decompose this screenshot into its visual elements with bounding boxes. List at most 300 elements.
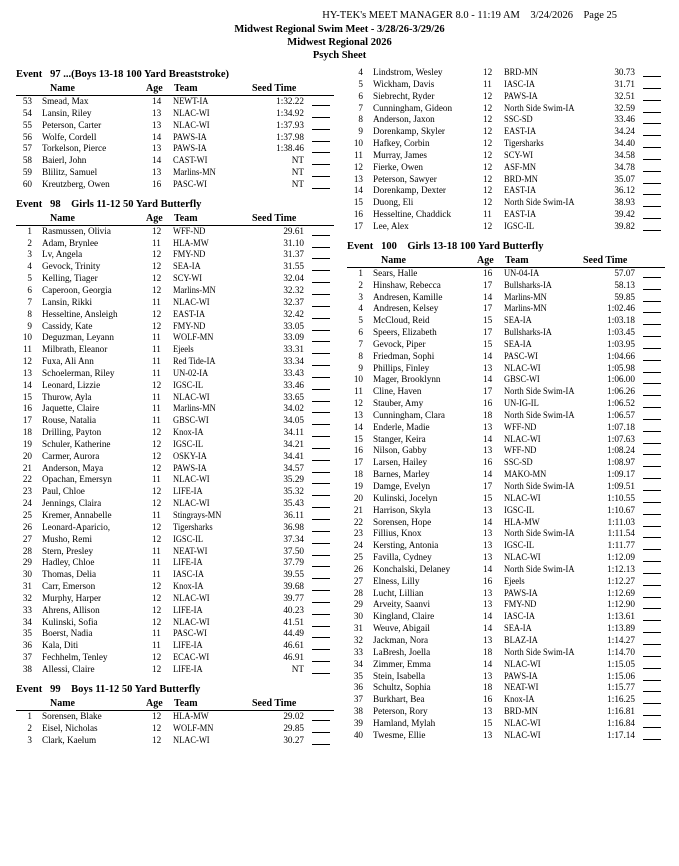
swimmer-name: Peterson, Sawyer [373, 173, 437, 184]
seed-time: 1:10.55 [607, 492, 635, 503]
place: 21 [22, 462, 32, 473]
header-age: Age [146, 83, 163, 94]
table-row [347, 457, 665, 469]
age: 11 [152, 569, 161, 580]
team: NLAC-WI [173, 107, 210, 118]
swimmer-name: Adam, Brynlee [42, 237, 99, 248]
swimmer-name: Deguzman, Leyann [42, 332, 114, 343]
age: 12 [152, 581, 162, 592]
team: WFF-ND [173, 225, 206, 236]
place: 19 [353, 481, 363, 491]
swimmer-name: Leonard-Aparicio, [42, 521, 111, 532]
seed-time: NT [291, 167, 304, 178]
seed-time: 46.91 [283, 652, 304, 663]
table-row [347, 162, 665, 174]
time-entry-line [312, 117, 330, 118]
team: WOLF-MN [173, 332, 214, 343]
table-row [16, 498, 334, 510]
seed-time: 1:12.09 [607, 552, 635, 563]
time-entry-line [643, 431, 661, 432]
time-entry-line [643, 715, 661, 716]
age: 13 [483, 421, 493, 432]
place: 19 [22, 438, 32, 449]
team: LIFE-IA [173, 486, 203, 497]
swimmer-name: Ahrens, Allison [42, 604, 100, 615]
place: 17 [353, 220, 363, 231]
seed-time: 33.34 [283, 356, 304, 367]
age: 14 [483, 658, 493, 669]
team: IGSC-IL [173, 379, 204, 390]
place: 20 [22, 450, 32, 461]
seed-time: 35.29 [283, 474, 304, 485]
swimmer-name: Sears, Halle [373, 267, 418, 278]
team: Knox-IA [173, 581, 204, 592]
time-entry-line [643, 112, 661, 113]
table-row [16, 735, 334, 747]
swimmer-name: Friedman, Sophi [373, 350, 435, 361]
place: 11 [354, 386, 363, 397]
swimmer-name: Zimmer, Emma [373, 658, 431, 669]
swimmer-name: Stanger, Keira [373, 433, 426, 444]
age: 17 [483, 481, 493, 491]
age: 12 [152, 533, 162, 544]
team: Marlins-MN [173, 403, 216, 414]
time-entry-line [312, 176, 330, 177]
place: 6 [27, 284, 32, 295]
place: 32 [353, 634, 363, 645]
team: Marlins-MN [173, 284, 216, 295]
seed-time: 34.11 [283, 427, 304, 438]
seed-time: 32.37 [283, 296, 304, 307]
time-entry-line [643, 703, 661, 704]
age: 12 [152, 462, 162, 473]
swimmer-name: Lansin, Rikki [42, 296, 93, 307]
place: 13 [22, 367, 32, 378]
column-header [347, 255, 665, 268]
age: 12 [152, 663, 162, 674]
swimmer-name: Damge, Evelyn [373, 481, 431, 491]
team: SEA-IA [504, 338, 532, 349]
team: UN-04-IA [504, 267, 540, 278]
time-entry-line [643, 727, 661, 728]
swimmer-name: Clark, Kaelum [42, 734, 97, 745]
table-row [347, 517, 665, 529]
event-block [347, 67, 665, 233]
team: BRD-MN [504, 67, 538, 77]
table-row [347, 292, 665, 304]
age: 14 [483, 516, 493, 527]
time-entry-line [312, 649, 330, 650]
table-row [16, 356, 334, 368]
place: 2 [27, 237, 32, 248]
time-entry-line [643, 383, 661, 384]
seed-time: 1:06.00 [607, 374, 635, 385]
place: 5 [27, 273, 32, 284]
table-row [16, 711, 334, 723]
team: North Side Swim-IA [504, 409, 575, 420]
header-age: Age [146, 697, 163, 709]
table-row [347, 126, 665, 138]
table-row [16, 652, 334, 664]
swimmer-name: Schultz, Sophia [373, 682, 431, 693]
seed-time: 32.51 [614, 90, 635, 101]
age: 12 [483, 67, 493, 77]
swimmer-name: Siebrecht, Ryder [373, 90, 435, 101]
age: 17 [483, 327, 493, 338]
swimmer-name: Larsen, Hailey [373, 457, 428, 468]
swimmer-name: Kersting, Antonia [373, 540, 439, 551]
age: 13 [483, 587, 493, 598]
table-row [16, 167, 334, 179]
age: 13 [152, 119, 162, 130]
place: 16 [22, 403, 32, 414]
swimmer-name: Hamland, Mylah [373, 717, 436, 728]
seed-time: 32.59 [614, 102, 635, 113]
team: Ejeels [173, 344, 194, 355]
swimmer-name: Lucht, Lillian [373, 587, 424, 598]
place: 16 [353, 209, 363, 220]
seed-time: 1:37.98 [276, 131, 304, 142]
table-row [347, 174, 665, 186]
table-row [16, 309, 334, 321]
seed-time: 1:37.93 [276, 119, 304, 130]
time-entry-line [312, 555, 330, 556]
team: Marlins-MN [504, 303, 547, 314]
swimmer-name: Twesme, Ellie [373, 729, 426, 740]
seed-time: 33.43 [283, 367, 304, 378]
seed-time: 34.05 [283, 415, 304, 426]
column-header [16, 83, 334, 96]
time-entry-line [643, 324, 661, 325]
time-entry-line [643, 561, 661, 562]
time-entry-line [643, 668, 661, 669]
swimmer-name: Lansin, Riley [42, 107, 92, 118]
table-row [16, 486, 334, 498]
team: North Side Swim-IA [504, 563, 575, 574]
place: 17 [353, 457, 363, 468]
team: NLAC-WI [504, 362, 541, 373]
place: 14 [22, 379, 32, 390]
time-entry-line [643, 739, 661, 740]
swimmer-name: Cline, Haven [373, 386, 422, 397]
time-entry-line [312, 129, 330, 130]
header-age: Age [477, 254, 494, 266]
team: LIFE-IA [173, 557, 203, 568]
seed-time: 30.27 [283, 734, 304, 745]
seed-time: 1:12.13 [607, 563, 635, 574]
team: North Side Swim-IA [504, 481, 575, 491]
table-row [347, 599, 665, 611]
place: 4 [358, 303, 363, 314]
team: PASC-WI [173, 178, 207, 189]
header-name: Name [50, 697, 75, 709]
swimmer-name: Speers, Elizabeth [373, 327, 437, 338]
swimmer-name: Kingland, Claire [373, 611, 435, 622]
place: 3 [27, 734, 32, 745]
table-row [347, 150, 665, 162]
swimmer-name: Kulinski, Jocelyn [373, 492, 438, 503]
event-title: Event 99 Boys 11-12 50 Yard Butterfly [16, 683, 201, 695]
table-row [16, 392, 334, 404]
time-entry-line [643, 526, 661, 527]
table-row [347, 730, 665, 742]
swimmer-name: Hadley, Chloe [42, 557, 95, 568]
team: WOLF-MN [173, 722, 214, 733]
age: 12 [152, 521, 162, 532]
swimmer-name: Caperoon, Georgia [42, 284, 112, 295]
age: 17 [483, 386, 493, 397]
place: 59 [22, 167, 32, 178]
place: 3 [27, 249, 32, 260]
place: 40 [353, 729, 363, 740]
team: NLAC-WI [173, 119, 210, 130]
time-entry-line [312, 353, 330, 354]
swimmer-name: Allessi, Claire [42, 663, 95, 674]
seed-time: NT [291, 178, 304, 189]
event-title: Event 97 ...(Boys 13-18 100 Yard Breaststroke) [16, 69, 230, 80]
table-row [16, 415, 334, 427]
team: SSC-SD [504, 457, 533, 468]
time-entry-line [312, 235, 330, 236]
table-row [16, 569, 334, 581]
age: 11 [483, 209, 492, 220]
age: 16 [483, 398, 493, 409]
column-header [16, 213, 334, 226]
table-row [347, 635, 665, 647]
team: MAKO-MN [504, 469, 547, 480]
place: 28 [22, 545, 32, 556]
place: 3 [358, 291, 363, 302]
time-entry-line [643, 691, 661, 692]
seed-time: NT [291, 155, 304, 166]
team: WFF-ND [504, 421, 537, 432]
place: 2 [27, 722, 32, 733]
seed-time: 46.61 [283, 640, 304, 651]
age: 13 [483, 540, 493, 551]
place: 1 [27, 225, 32, 236]
team: NLAC-WI [504, 717, 541, 728]
time-entry-line [643, 395, 661, 396]
swimmer-name: Thurow, Ayla [42, 391, 92, 402]
age: 12 [152, 616, 162, 627]
team: CAST-WI [173, 155, 208, 166]
seed-time: 1:09.17 [607, 469, 635, 480]
time-entry-line [643, 100, 661, 101]
seed-time: 39.42 [614, 209, 635, 220]
place: 20 [353, 492, 363, 503]
swimmer-name: Schuler, Katherine [42, 438, 111, 449]
time-entry-line [312, 188, 330, 189]
age: 11 [152, 415, 161, 426]
swimmer-name: Murray, James [373, 149, 428, 160]
time-entry-line [643, 206, 661, 207]
seed-time: 34.41 [283, 450, 304, 461]
team: North Side Swim-IA [504, 102, 575, 113]
age: 13 [152, 143, 162, 154]
seed-time: 1:12.69 [607, 587, 635, 598]
header-seed: Seed Time [583, 254, 628, 266]
swimmer-name: Carr, Emerson [42, 581, 96, 592]
age: 16 [483, 457, 493, 468]
team: EAST-IA [504, 209, 537, 220]
swimmer-name: Opachan, Emersyn [42, 474, 112, 485]
header-seed: Seed Time [252, 212, 297, 224]
place: 6 [358, 90, 363, 101]
seed-time: 29.61 [283, 225, 304, 236]
table-row [347, 469, 665, 481]
seed-time: 32.42 [283, 308, 304, 319]
table-row [347, 91, 665, 103]
time-entry-line [312, 318, 330, 319]
team: NLAC-WI [173, 296, 210, 307]
age: 13 [483, 634, 493, 645]
age: 15 [483, 717, 493, 728]
swimmer-name: Andresen, Kamille [373, 291, 443, 302]
time-entry-line [312, 424, 330, 425]
age: 14 [483, 291, 493, 302]
age: 12 [152, 734, 162, 745]
place: 13 [353, 409, 363, 420]
swimmer-name: Paul, Chloe [42, 486, 85, 497]
age: 12 [483, 126, 493, 137]
place: 23 [353, 528, 363, 539]
time-entry-line [312, 258, 330, 259]
time-entry-line [643, 608, 661, 609]
place: 8 [358, 350, 363, 361]
place: 33 [22, 604, 32, 615]
place: 34 [353, 658, 363, 669]
team: FMY-ND [504, 599, 537, 610]
place: 12 [353, 161, 363, 172]
table-row [16, 238, 334, 250]
team: ECAC-WI [173, 652, 210, 663]
seed-time: 29.02 [283, 710, 304, 721]
swimmer-name: Blilitz, Samuel [42, 167, 98, 178]
swimmer-name: Jackman, Nora [373, 634, 429, 645]
time-entry-line [643, 644, 661, 645]
swimmer-name: Sorensen, Blake [42, 710, 102, 721]
table-row [347, 103, 665, 115]
age: 11 [152, 391, 161, 402]
team: UN-02-IA [173, 367, 209, 378]
seed-time: 1:14.70 [607, 646, 635, 657]
table-row [347, 315, 665, 327]
seed-time: 1:16.84 [607, 717, 635, 728]
team: HLA-MW [173, 710, 209, 721]
team: NLAC-WI [504, 492, 541, 503]
age: 16 [152, 178, 162, 189]
team: NLAC-WI [173, 391, 210, 402]
header-team: Team [174, 697, 198, 709]
swimmer-name: LaBresh, Joella [373, 646, 431, 657]
age: 11 [152, 403, 161, 414]
time-entry-line [643, 502, 661, 503]
age: 12 [483, 90, 493, 101]
age: 14 [483, 611, 493, 622]
place: 12 [22, 356, 32, 367]
team: NLAC-WI [173, 592, 210, 603]
swimmer-name: Stein, Isabella [373, 670, 426, 681]
table-row [347, 623, 665, 635]
seed-time: 35.43 [283, 498, 304, 509]
age: 15 [483, 315, 493, 326]
time-entry-line [643, 194, 661, 195]
place: 29 [353, 599, 363, 610]
time-entry-line [312, 507, 330, 508]
table-row [347, 410, 665, 422]
swimmer-name: Kala, Diti [42, 640, 79, 651]
table-row [16, 534, 334, 546]
age: 16 [483, 575, 493, 586]
time-entry-line [643, 312, 661, 313]
age: 13 [152, 167, 162, 178]
team: SEA-IA [504, 623, 532, 634]
age: 11 [483, 78, 492, 89]
time-entry-line [312, 105, 330, 106]
time-entry-line [643, 466, 661, 467]
seed-time: 1:15.05 [607, 658, 635, 669]
seed-time: 1:13.89 [607, 623, 635, 634]
place: 14 [353, 421, 363, 432]
place: 28 [353, 587, 363, 598]
seed-time: 33.46 [283, 379, 304, 390]
time-entry-line [312, 519, 330, 520]
event-block [16, 67, 334, 191]
time-entry-line [312, 247, 330, 248]
place: 5 [358, 315, 363, 326]
meet-name: Midwest Regional 2026 [287, 37, 392, 48]
table-row [347, 576, 665, 588]
place: 7 [27, 296, 32, 307]
swimmer-name: Drilling, Payton [42, 427, 102, 438]
time-entry-line [643, 454, 661, 455]
place: 10 [353, 138, 363, 149]
team: LIFE-IA [173, 663, 203, 674]
age: 14 [483, 469, 493, 480]
swimmer-name: Burkhart, Bea [373, 694, 425, 705]
age: 11 [152, 510, 161, 520]
swimmer-name: Favilla, Cydney [373, 552, 432, 563]
time-entry-line [643, 537, 661, 538]
team: SCY-WI [173, 273, 203, 284]
seed-time: 36.12 [614, 185, 635, 196]
age: 11 [152, 628, 161, 639]
place: 2 [358, 279, 363, 290]
place: 58 [22, 155, 32, 166]
age: 11 [152, 367, 161, 378]
swimmer-name: Cunningham, Clara [373, 409, 445, 420]
place: 9 [358, 126, 363, 137]
table-row [347, 280, 665, 292]
age: 12 [152, 722, 162, 733]
time-entry-line [643, 360, 661, 361]
place: 8 [27, 308, 32, 319]
age: 12 [483, 197, 493, 208]
age: 12 [152, 427, 162, 438]
time-entry-line [643, 147, 661, 148]
place: 35 [353, 670, 363, 681]
seed-time: 1:15.06 [607, 670, 635, 681]
table-row [347, 505, 665, 517]
age: 12 [152, 604, 162, 615]
time-entry-line [643, 585, 661, 586]
table-row [347, 540, 665, 552]
table-row [16, 463, 334, 475]
time-entry-line [312, 412, 330, 413]
table-row [347, 552, 665, 564]
swimmer-name: Fierke, Owen [373, 161, 424, 172]
table-row [347, 611, 665, 623]
